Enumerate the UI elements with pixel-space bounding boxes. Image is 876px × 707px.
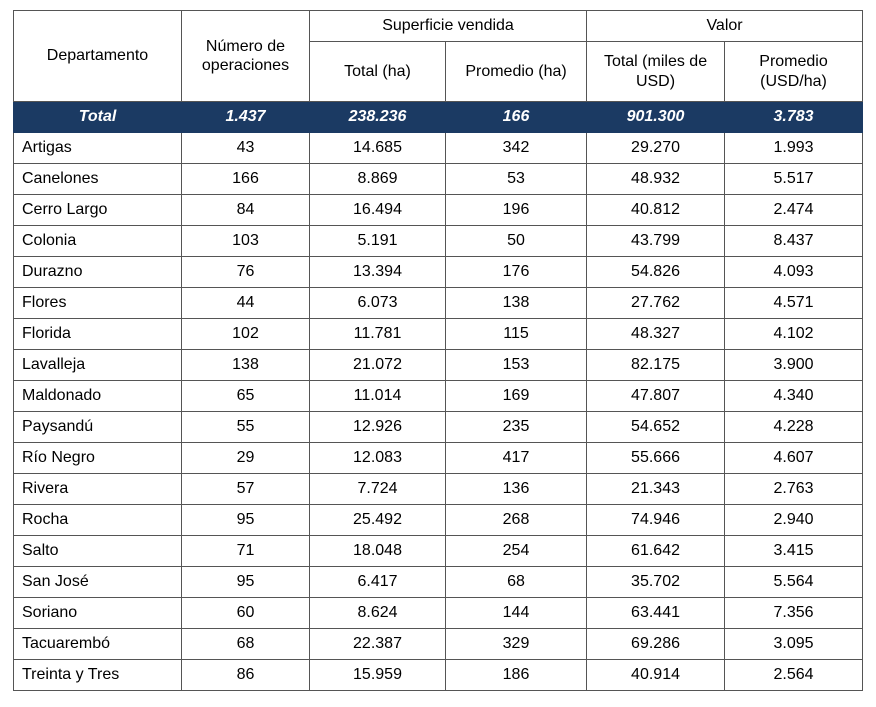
cell-valor-total: 74.946 bbox=[587, 505, 725, 536]
table-row bbox=[14, 381, 863, 412]
cell-valor-total: 35.702 bbox=[587, 567, 725, 598]
cell-superficie-promedio: 169 bbox=[446, 381, 587, 412]
cell-superficie-total: 7.724 bbox=[310, 474, 446, 505]
cell-superficie-total: 16.494 bbox=[310, 195, 446, 226]
header-total-ha: Total (ha) bbox=[310, 42, 446, 102]
cell-superficie-total: 18.048 bbox=[310, 536, 446, 567]
cell-superficie-total: 8.869 bbox=[310, 164, 446, 195]
cell-valor-promedio: 7.356 bbox=[725, 598, 863, 629]
table-row bbox=[14, 536, 863, 567]
cell-operaciones: 71 bbox=[182, 536, 310, 567]
cell-valor-total: 29.270 bbox=[587, 133, 725, 164]
table-row bbox=[14, 567, 863, 598]
cell-valor-promedio: 4.607 bbox=[725, 443, 863, 474]
cell-superficie-promedio: 329 bbox=[446, 629, 587, 660]
cell-departamento: Soriano bbox=[14, 598, 182, 629]
cell-operaciones: 95 bbox=[182, 567, 310, 598]
cell-valor-total: 82.175 bbox=[587, 350, 725, 381]
cell-superficie-total: 21.072 bbox=[310, 350, 446, 381]
total-superficie-total: 238.236 bbox=[310, 102, 446, 133]
cell-departamento: Río Negro bbox=[14, 443, 182, 474]
table-header bbox=[14, 11, 863, 102]
cell-departamento: Flores bbox=[14, 288, 182, 319]
cell-superficie-total: 12.926 bbox=[310, 412, 446, 443]
cell-departamento: Salto bbox=[14, 536, 182, 567]
cell-operaciones: 65 bbox=[182, 381, 310, 412]
cell-superficie-promedio: 50 bbox=[446, 226, 587, 257]
header-group-valor: Valor bbox=[587, 11, 863, 42]
table-row bbox=[14, 257, 863, 288]
cell-superficie-promedio: 268 bbox=[446, 505, 587, 536]
cell-valor-promedio: 2.474 bbox=[725, 195, 863, 226]
table-row bbox=[14, 660, 863, 691]
cell-superficie-total: 25.492 bbox=[310, 505, 446, 536]
cell-superficie-promedio: 235 bbox=[446, 412, 587, 443]
cell-operaciones: 29 bbox=[182, 443, 310, 474]
cell-valor-promedio: 3.415 bbox=[725, 536, 863, 567]
cell-operaciones: 86 bbox=[182, 660, 310, 691]
cell-superficie-total: 14.685 bbox=[310, 133, 446, 164]
header-group-superficie-vendida: Superficie vendida bbox=[310, 11, 587, 42]
cell-superficie-total: 15.959 bbox=[310, 660, 446, 691]
table-row bbox=[14, 443, 863, 474]
cell-superficie-total: 11.781 bbox=[310, 319, 446, 350]
cell-departamento: Artigas bbox=[14, 133, 182, 164]
header-promedio-ha: Promedio (ha) bbox=[446, 42, 587, 102]
cell-operaciones: 166 bbox=[182, 164, 310, 195]
cell-valor-total: 43.799 bbox=[587, 226, 725, 257]
header-row-groups bbox=[14, 11, 863, 42]
cell-superficie-total: 11.014 bbox=[310, 381, 446, 412]
cell-valor-promedio: 5.564 bbox=[725, 567, 863, 598]
cell-valor-promedio: 5.517 bbox=[725, 164, 863, 195]
cell-departamento: Tacuarembó bbox=[14, 629, 182, 660]
total-valor-promedio: 3.783 bbox=[725, 102, 863, 133]
cell-operaciones: 57 bbox=[182, 474, 310, 505]
cell-superficie-promedio: 153 bbox=[446, 350, 587, 381]
cell-departamento: Florida bbox=[14, 319, 182, 350]
table-body bbox=[14, 102, 863, 691]
cell-operaciones: 44 bbox=[182, 288, 310, 319]
cell-valor-total: 54.652 bbox=[587, 412, 725, 443]
table-row bbox=[14, 319, 863, 350]
cell-departamento: Rivera bbox=[14, 474, 182, 505]
cell-departamento: Rocha bbox=[14, 505, 182, 536]
cell-operaciones: 60 bbox=[182, 598, 310, 629]
cell-departamento: Treinta y Tres bbox=[14, 660, 182, 691]
table-row bbox=[14, 226, 863, 257]
cell-valor-promedio: 4.102 bbox=[725, 319, 863, 350]
cell-valor-promedio: 2.564 bbox=[725, 660, 863, 691]
cell-operaciones: 138 bbox=[182, 350, 310, 381]
cell-superficie-total: 13.394 bbox=[310, 257, 446, 288]
cell-superficie-promedio: 136 bbox=[446, 474, 587, 505]
cell-valor-total: 48.327 bbox=[587, 319, 725, 350]
cell-operaciones: 43 bbox=[182, 133, 310, 164]
cell-valor-promedio: 3.095 bbox=[725, 629, 863, 660]
cell-valor-promedio: 4.093 bbox=[725, 257, 863, 288]
total-superficie-promedio: 166 bbox=[446, 102, 587, 133]
table-row bbox=[14, 598, 863, 629]
header-total-miles-usd: Total (miles de USD) bbox=[587, 42, 725, 102]
cell-departamento: Canelones bbox=[14, 164, 182, 195]
cell-operaciones: 68 bbox=[182, 629, 310, 660]
cell-superficie-total: 8.624 bbox=[310, 598, 446, 629]
cell-valor-total: 55.666 bbox=[587, 443, 725, 474]
cell-superficie-promedio: 138 bbox=[446, 288, 587, 319]
cell-superficie-promedio: 254 bbox=[446, 536, 587, 567]
cell-valor-total: 27.762 bbox=[587, 288, 725, 319]
cell-valor-total: 47.807 bbox=[587, 381, 725, 412]
cell-superficie-total: 6.417 bbox=[310, 567, 446, 598]
cell-valor-promedio: 2.763 bbox=[725, 474, 863, 505]
cell-superficie-total: 6.073 bbox=[310, 288, 446, 319]
cell-valor-total: 40.812 bbox=[587, 195, 725, 226]
cell-superficie-promedio: 68 bbox=[446, 567, 587, 598]
total-row bbox=[14, 102, 863, 133]
table-row bbox=[14, 350, 863, 381]
cell-superficie-total: 22.387 bbox=[310, 629, 446, 660]
table-row bbox=[14, 288, 863, 319]
table-row bbox=[14, 474, 863, 505]
header-numero-operaciones: Número de operaciones bbox=[182, 11, 310, 102]
header-promedio-usd-ha: Promedio (USD/ha) bbox=[725, 42, 863, 102]
total-label: Total bbox=[14, 102, 182, 133]
cell-operaciones: 95 bbox=[182, 505, 310, 536]
cell-departamento: Durazno bbox=[14, 257, 182, 288]
cell-valor-total: 61.642 bbox=[587, 536, 725, 567]
cell-valor-total: 21.343 bbox=[587, 474, 725, 505]
cell-superficie-promedio: 342 bbox=[446, 133, 587, 164]
cell-departamento: Lavalleja bbox=[14, 350, 182, 381]
cell-valor-total: 54.826 bbox=[587, 257, 725, 288]
cell-valor-total: 63.441 bbox=[587, 598, 725, 629]
cell-operaciones: 55 bbox=[182, 412, 310, 443]
cell-valor-promedio: 8.437 bbox=[725, 226, 863, 257]
cell-superficie-promedio: 53 bbox=[446, 164, 587, 195]
cell-departamento: Cerro Largo bbox=[14, 195, 182, 226]
cell-departamento: Paysandú bbox=[14, 412, 182, 443]
cell-valor-total: 40.914 bbox=[587, 660, 725, 691]
cell-valor-promedio: 2.940 bbox=[725, 505, 863, 536]
cell-superficie-promedio: 176 bbox=[446, 257, 587, 288]
cell-departamento: San José bbox=[14, 567, 182, 598]
total-valor-total: 901.300 bbox=[587, 102, 725, 133]
cell-valor-total: 48.932 bbox=[587, 164, 725, 195]
cell-departamento: Colonia bbox=[14, 226, 182, 257]
cell-superficie-promedio: 186 bbox=[446, 660, 587, 691]
table-row bbox=[14, 412, 863, 443]
header-departamento: Departamento bbox=[14, 11, 182, 102]
cell-operaciones: 103 bbox=[182, 226, 310, 257]
cell-superficie-total: 5.191 bbox=[310, 226, 446, 257]
table-row bbox=[14, 629, 863, 660]
cell-operaciones: 84 bbox=[182, 195, 310, 226]
cell-superficie-promedio: 196 bbox=[446, 195, 587, 226]
table-row bbox=[14, 133, 863, 164]
cell-superficie-promedio: 144 bbox=[446, 598, 587, 629]
cell-superficie-promedio: 417 bbox=[446, 443, 587, 474]
cell-valor-promedio: 1.993 bbox=[725, 133, 863, 164]
cell-valor-promedio: 3.900 bbox=[725, 350, 863, 381]
cell-valor-total: 69.286 bbox=[587, 629, 725, 660]
cell-superficie-promedio: 115 bbox=[446, 319, 587, 350]
cell-operaciones: 76 bbox=[182, 257, 310, 288]
cell-valor-promedio: 4.340 bbox=[725, 381, 863, 412]
cell-departamento: Maldonado bbox=[14, 381, 182, 412]
cell-superficie-total: 12.083 bbox=[310, 443, 446, 474]
land-sales-table bbox=[13, 10, 863, 691]
table-row bbox=[14, 195, 863, 226]
total-operaciones: 1.437 bbox=[182, 102, 310, 133]
table-row bbox=[14, 505, 863, 536]
cell-valor-promedio: 4.571 bbox=[725, 288, 863, 319]
cell-valor-promedio: 4.228 bbox=[725, 412, 863, 443]
cell-operaciones: 102 bbox=[182, 319, 310, 350]
table-row bbox=[14, 164, 863, 195]
